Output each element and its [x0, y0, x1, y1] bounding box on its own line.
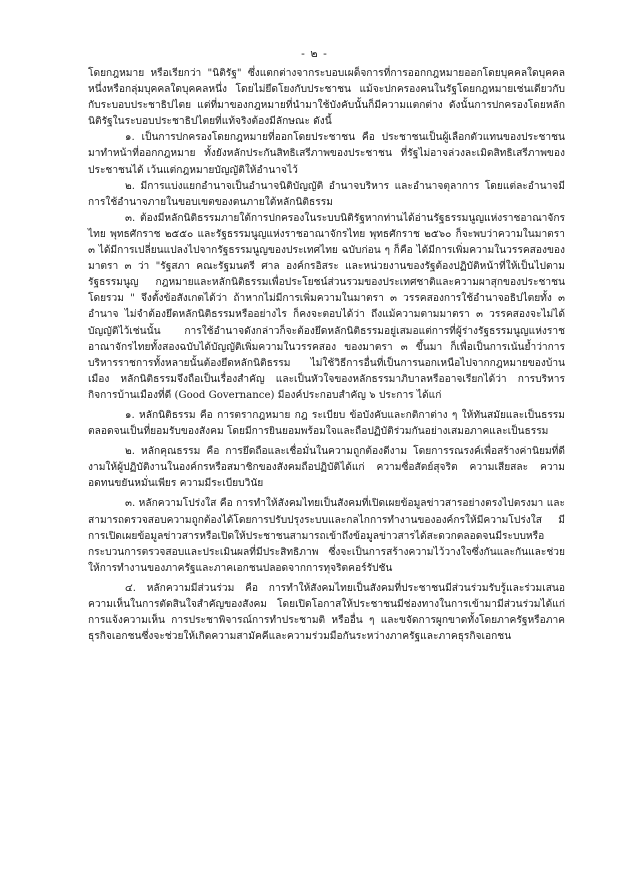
paragraph-item-2: ๒. มีการแบ่งแยกอำนาจเป็นอำนาจนิติบัญญัติ อำนาจบริหาร และอำนาจตุลาการ โดยแต่ละอำนาจมีการใช้อำนาจภายในขอบเขตของตนภายใต้หลักนิติธรรม: [88, 180, 565, 208]
paragraph-principle-morality: ๒. หลักคุณธรรม คือ การยึดถือและเชื่อมั่นในความถูกต้องดีงาม โดยการรณรงค์เพื่อสร้างค่านิยมที่ดีงามให้ผู้ปฏิบัติงานในองค์กรหรือสมาชิกของสังคมถือปฏิบัติได้แก่ ความซื่อสัตย์สุจริต ความเสียสละ ความอดทนขยันหมั่นเพียร ความมีระเบียบวินัย: [88, 446, 565, 490]
page-number: - ๒ -: [301, 47, 328, 60]
paragraph-principle-participation: ๔. หลักความมีส่วนร่วม คือ การทำให้สังคมไทยเป็นสังคมที่ประชาชนมีส่วนร่วมรับรู้และร่วมเสนอความเห็นในการตัดสินใจสำคัญของสังคม โดยเปิดโอกาสให้ประชาชนมีช่องทางในการเข้ามามีส่วนร่วมได้แก่ การแจ้งความเห็น การประชาพิจารณ์การทำประชามติ หรืออื่น ๆ และขจัดการผูกขาดทั้งโดยภาครัฐหรือภาคธุรกิจเอกชนซึ่งจะช่วยให้เกิดความสามัคคีและความร่วมมือกันระหว่างภาครัฐและภาคธุรกิจเอกชน: [88, 582, 565, 643]
document-body: [88, 66, 565, 645]
paragraph-principle-transparency: ๓. หลักความโปร่งใส คือ การทำให้สังคมไทยเป็นสังคมที่เปิดเผยข้อมูลข่าวสารอย่างตรงไปตรงมา และสามารถตรวจสอบความถูกต้องได้โดยการปรับปรุงระบบและกลไกการทำงานขององค์กรให้มีความโปร่งใส มีการเปิดเผยข้อมูลข่าวสารหรือเปิดให้ประชาชนสามารถเข้าถึงข้อมูลข่าวสารได้สะดวกตลอดจนมีระบบหรือกระบวนการตรวจสอบและประเมินผลที่มีประสิทธิภาพ ซึ่งจะเป็นการสร้างความไว้วางใจซึ่งกันและกันและช่วยให้การทำงานของภาครัฐและภาคเอกชนปลอดจากการทุจริตคอร์รัปชัน: [88, 498, 565, 574]
paragraph-item-3: ๓. ต้องมีหลักนิติธรรมภายใต้การปกครองในระบบนิติรัฐหากท่านได้อ่านรัฐธรรมนูญแห่งราชอาณาจักรไทย พุทธศักราช ๒๕๕๐ และรัฐธรรมนูญแห่งราชอาณาจักรไทย พุทธศักราช ๒๕๖๐ ก็จะพบว่าความในมาตรา ๓ ได้มีการเปลี่ยนแปลงไปจากรัฐธรรมนูญของประเทศไทย ฉบับก่อน ๆ ก็คือ ได้มีการเพิ่มความในวรรคสองของมาตรา ๓ ว่า "รัฐสภา คณะรัฐมนตรี ศาล องค์กรอิสระ และหน่วยงานของรัฐต้องปฏิบัติหน้าที่ให้เป็นไปตามรัฐธรรมนูญ กฎหมายและหลักนิติธรรมเพื่อประโยชน์ส่วนรวมของประเทศชาติและความผาสุกของประชาชนโดยรวม " จึงตั้งข้อสังเกตได้ว่า ถ้าหากไม่มีการเพิ่มความในมาตรา ๓ วรรคสองการใช้อำนาจอธิปไตยทั้ง ๓ อำนาจ ไม่จำต้องยึดหลักนิติธรรมหรืออย่างไร ก็คงจะตอบได้ว่า ถึงแม้ความตามมาตรา ๓ วรรคสองจะไม่ได้บัญญัติไว้เช่นนั้น การใช้อำนาจดังกล่าวก็จะต้องยึดหลักนิติธรรมอยู่เสมอแต่การที่ผู้ร่างรัฐธรรมนูญแห่งราชอาณาจักรไทยทั้งสองฉบับได้บัญญัติเพิ่มความในวรรคสอง ของมาตรา ๓ ขึ้นมา ก็เพื่อเป็นการเน้นย้ำว่าการบริหารราชการทั้งหลายนั้นต้องยึดหลักนิติธรรม ไม่ใช้วิธีการอื่นที่เป็นการนอกเหนือไปจากกฎหมายของบ้านเมือง หลักนิติธรรมจึงถือเป็นเรื่องสำคัญ และเป็นหัวใจของหลักธรรมาภิบาลหรืออาจเรียกได้ว่า การบริหารกิจการบ้านเมืองที่ดี (Good Governance) มีองค์ประกอบสำคัญ ๖ ประการ ได้แก่: [88, 212, 565, 401]
paragraph-principle-rule-of-law: ๑. หลักนิติธรรม คือ การตรากฎหมาย กฎ ระเบียบ ข้อบังคับและกติกาต่าง ๆ ให้ทันสมัยและเป็นธรรม ตลอดจนเป็นที่ยอมรับของสังคม โดยมีการยินยอมพร้อมใจและถือปฏิบัติร่วมกันอย่างเสมอภาคและเป็นธรรม: [88, 409, 565, 438]
paragraph-intro: โดยกฎหมาย หรือเรียกว่า "นิติรัฐ" ซึ่งแตกต่างจากระบอบเผด็จการที่การออกกฎหมายออกโดยบุคคลใดบุคคลหนึ่งหรือกลุ่มบุคคลใดบุคคลหนึ่ง โดยไม่ยึดโยงกับประชาชน แม้จะปกครองคนในรัฐโดยกฎหมายเช่นเดียวกับกับระบอบประชาธิปไตย แต่ที่มาของกฎหมายที่นำมาใช้บังคับนั้นก็มีความแตกต่าง ดังนั้นการปกครองโดยหลักนิติรัฐในระบอบประชาธิปไตยที่แท้จริงต้องมีลักษณะ ดังนี้: [88, 68, 565, 128]
paragraph-item-1: ๑. เป็นการปกครองโดยกฎหมายที่ออกโดยประชาชน คือ ประชาชนเป็นผู้เลือกตัวแทนของประชาชนมาทำหน้าที่ออกกฎหมาย ทั้งยังหลักประกันสิทธิเสรีภาพของประชาชน ที่รัฐไม่อาจล่วงละเมิดสิทธิเสรีภาพของประชาชนได้ เว้นแต่กฎหมายบัญญัติให้อำนาจไว้: [88, 132, 565, 176]
